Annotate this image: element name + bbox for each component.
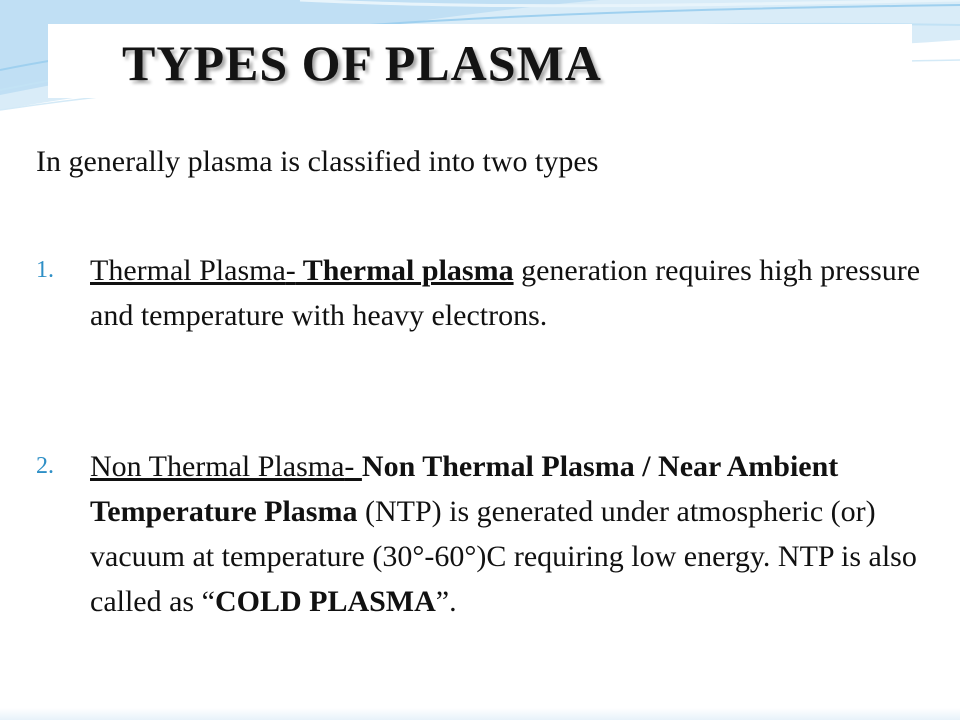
bottom-gradient: [0, 708, 960, 720]
quote-open: “: [201, 585, 215, 618]
list-number: 2.: [36, 453, 54, 479]
item-bold-term: Non Thermal Plasma / Near Ambient Temperature Plasma: [90, 450, 839, 528]
slide-title: TYPES OF PLASMA: [122, 35, 602, 91]
item-dash: -: [344, 450, 362, 483]
list-number: 1.: [36, 257, 54, 283]
list-item-text: [90, 248, 926, 338]
item-period: .: [449, 585, 457, 618]
intro-text: In generally plasma is classified into two types: [36, 145, 599, 178]
cold-plasma-label: COLD PLASMA: [214, 585, 436, 618]
item-dash: -: [285, 254, 296, 287]
list-item: [36, 444, 926, 624]
item-body: generation requires high pressure and temperature with heavy electrons.: [90, 254, 921, 332]
item-body: (NTP) is generated under atmospheric (or) vacuum at temperature (30°-60°)C requiring low energy. NTP is also called as: [90, 495, 917, 618]
item-term: Thermal Plasma: [90, 254, 286, 287]
item-term: Non Thermal Plasma: [90, 450, 345, 483]
item-bold-term: Thermal plasma: [295, 254, 514, 287]
list-item: [36, 248, 926, 338]
quote-close: ”: [435, 585, 450, 618]
list-item-text: [90, 444, 926, 624]
